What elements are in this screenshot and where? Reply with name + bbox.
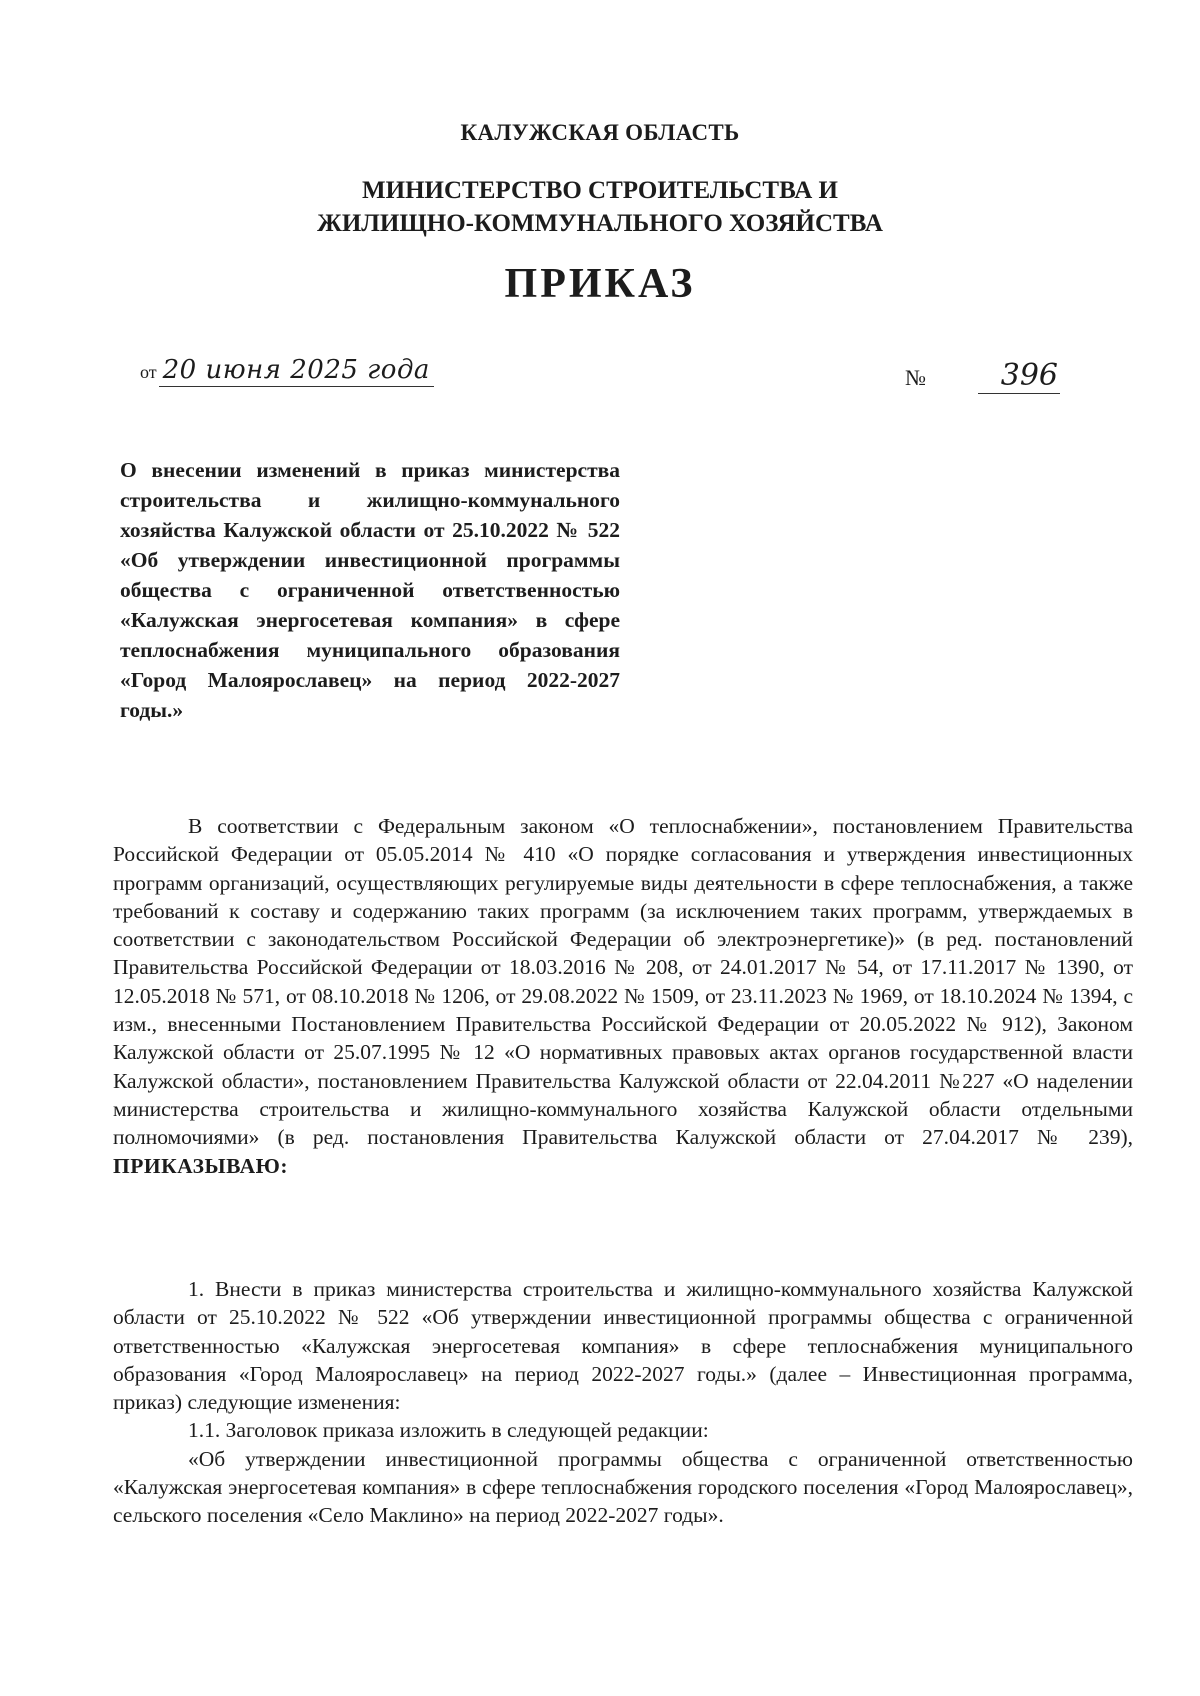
order-date [140, 355, 434, 385]
document-type-title: ПРИКАЗ [504, 261, 696, 307]
order-subject: О внесении изменений в приказ министерства строительства и жилищно-коммунального хозяйства Калужской области от 25.10.2022 № 522 «Об утверждении инвестиционной программы общества с ограниченной ответственностью «Калужская энергосетевая компания» в сфере теплоснабжения муниципального образования «Город Малоярославец» на период 2022-2027 годы.» [120, 458, 620, 722]
region-heading: КАЛУЖСКАЯ ОБЛАСТЬ [460, 120, 740, 145]
item-1: 1. Внести в приказ министерства строительства и жилищно-коммунального хозяйства Калужской области от 25.10.2022 № 522 «Об утверждении инвестиционной программы общества с ограниченной ответственностью «Калужская энергосетевая компания» в сфере теплоснабжения муниципального образования «Город Малоярославец» на период 2022-2027 годы.» (далее – Инвестиционная программа, приказ) следующие изменения: [113, 1277, 1133, 1415]
item-1-1-text: «Об утверждении инвестиционной программы общества с ограниченной ответственностью «Калужская энергосетевая компания» в сфере теплоснабжения городского поселения «Город Малоярославец», сельского поселения «Село Маклино» на период 2022-2027 годы». [113, 1446, 1133, 1528]
order-number [905, 358, 1060, 394]
order-items [113, 1275, 1133, 1530]
item-1-1: 1.1. Заголовок приказа изложить в следующей редакции: [188, 1418, 709, 1443]
number-label: № [905, 365, 926, 390]
handwritten-date: 20 июня 2025 года [159, 355, 434, 387]
date-prefix: от [140, 362, 157, 382]
preamble-text: В соответствии с Федеральным законом «О теплоснабжении», постановлением Правительства Российской Федерации от 05.05.2014 № 410 «О порядке согласования и утверждения инвестиционных программ организаций, осуществляющих регулируемые виды деятельности в сфере теплоснабжения, а также требований к составу и содержанию таких программ (за исключением таких программ, утверждаемых в соответствии с законодательством Российской Федерации об электроэнергетике)» (в ред. постановлений Правительства Российской Федерации от 18.03.2016 № 208, от 24.01.2017 № 54, от 17.11.2017 № 1390, от 12.05.2018 № 571, от 08.10.2018 № 1206, от 29.08.2022 № 1509, от 23.11.2023 № 1969, от 18.10.2024 № 1394, с изм., внесенными Постановлением Правительства Российской Федерации от 20.05.2022 № 912), Законом Калужской области от 25.07.1995 № 12 «О нормативных правовых актах органов государственной власти Калужской области», постановлением Правительства Калужской области от 22.04.2011 №227 «О наделении министерства строительства и жилищно-коммунального хозяйства Калужской области отдельными полномочиями» (в ред. постановления Правительства Калужской области от 27.04.2017 № 239), [113, 814, 1133, 1150]
ministry-heading-line1: МИНИСТЕРСТВО СТРОИТЕЛЬСТВА И [362, 177, 838, 204]
ministry-heading-line2: ЖИЛИЩНО-КОММУНАЛЬНОГО ХОЗЯЙСТВА [317, 210, 883, 237]
preamble-paragraph [113, 812, 1133, 1180]
preamble-section [113, 812, 1133, 1180]
handwritten-number: 396 [978, 358, 1060, 394]
order-word: ПРИКАЗЫВАЮ: [113, 1153, 289, 1178]
ministry-heading [0, 174, 1200, 240]
